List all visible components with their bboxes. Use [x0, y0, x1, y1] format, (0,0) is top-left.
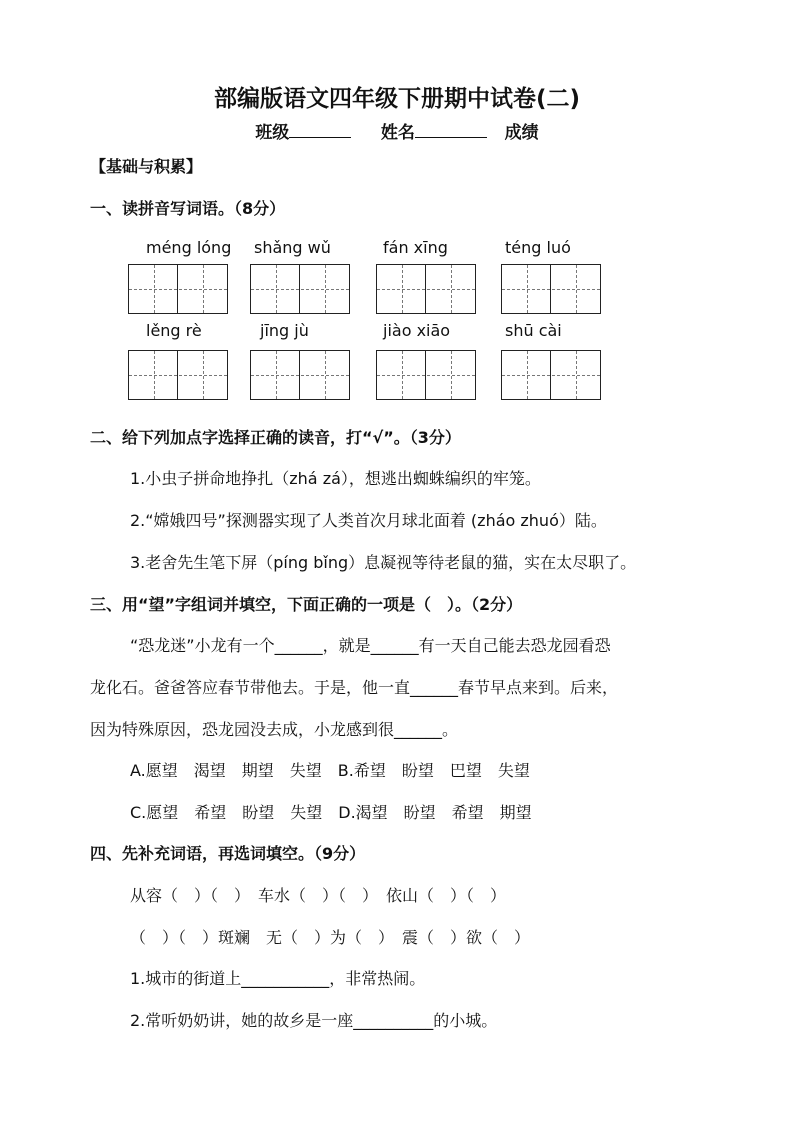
q4-item: 1.城市的街道上___________，非常热闹。 [130, 969, 426, 988]
q3-passage-line: 龙化石。爸爸答应春节带他去。于是，他一直______春节早点来到。后来， [90, 678, 619, 697]
pinyin-5: lěng rè [146, 321, 202, 340]
pinyin-2: shǎng wǔ [254, 238, 331, 257]
q4-heading: 四、先补充词语，再选词填空。（9分） [90, 844, 366, 863]
writing-grid[interactable] [250, 264, 350, 314]
pinyin-1: méng lóng [146, 238, 232, 257]
class-blank [289, 122, 351, 138]
writing-grid[interactable] [250, 350, 350, 400]
q4-item: 2.常听奶奶讲，她的故乡是一座__________的小城。 [130, 1011, 498, 1030]
writing-grid[interactable] [501, 264, 601, 314]
writing-grid[interactable] [376, 264, 476, 314]
class-label: 班级 [255, 123, 290, 143]
name-blank [415, 122, 487, 138]
q3-option-line: A.愿望 渴望 期望 失望 B.希望 盼望 巴望 失望 [130, 761, 530, 780]
writing-grid[interactable] [501, 350, 601, 400]
student-info-line [0, 118, 794, 143]
q2-item: 1.小虫子拼命地挣扎（zhá zá），想逃出蜘蛛编织的牢笼。 [130, 469, 541, 488]
q3-passage-line: 因为特殊原因，恐龙园没去成，小龙感到很______。 [90, 720, 459, 739]
writing-grid[interactable] [376, 350, 476, 400]
q3-option-line: C.愿望 希望 盼望 失望 D.渴望 盼望 希望 期望 [130, 803, 532, 822]
pinyin-8: shū cài [505, 321, 562, 340]
q3-heading: 三、用“望”字组词并填空，下面正确的一项是（ ）。（2分） [90, 595, 523, 614]
pinyin-3: fán xīng [383, 238, 448, 257]
q2-heading: 二、给下列加点字选择正确的读音，打“√”。（3分） [90, 428, 461, 447]
score-label: 成绩 [504, 123, 539, 143]
q3-passage-line: “恐龙迷”小龙有一个______，就是______有一天自己能去恐龙园看恐 [130, 636, 611, 655]
writing-grid[interactable] [128, 264, 228, 314]
q4-words-row: （ ）（ ）斑斓 无（ ）为（ ） 震（ ）欲（ ） [130, 928, 531, 947]
name-label: 姓名 [380, 123, 415, 143]
pinyin-6: jīng jù [260, 321, 309, 340]
writing-grid[interactable] [128, 350, 228, 400]
q4-words-row: 从容（ ）（ ） 车水（ ）（ ） 依山（ ）（ ） [130, 886, 507, 905]
page-title: 部编版语文四年级下册期中试卷(二) [213, 86, 581, 112]
pinyin-4: téng luó [505, 238, 571, 257]
q2-item: 3.老舍先生笔下屏（píng bǐng）息凝视等待老鼠的猫，实在太尽职了。 [130, 553, 637, 572]
section-basic: 【基础与积累】 [90, 157, 203, 176]
q1-heading: 一、读拼音写词语。（8分） [90, 199, 286, 218]
q2-item: 2.“嫦娥四号”探测器实现了人类首次月球北面着 (zháo zhuó）陆。 [130, 511, 607, 530]
pinyin-7: jiào xiāo [383, 321, 451, 340]
